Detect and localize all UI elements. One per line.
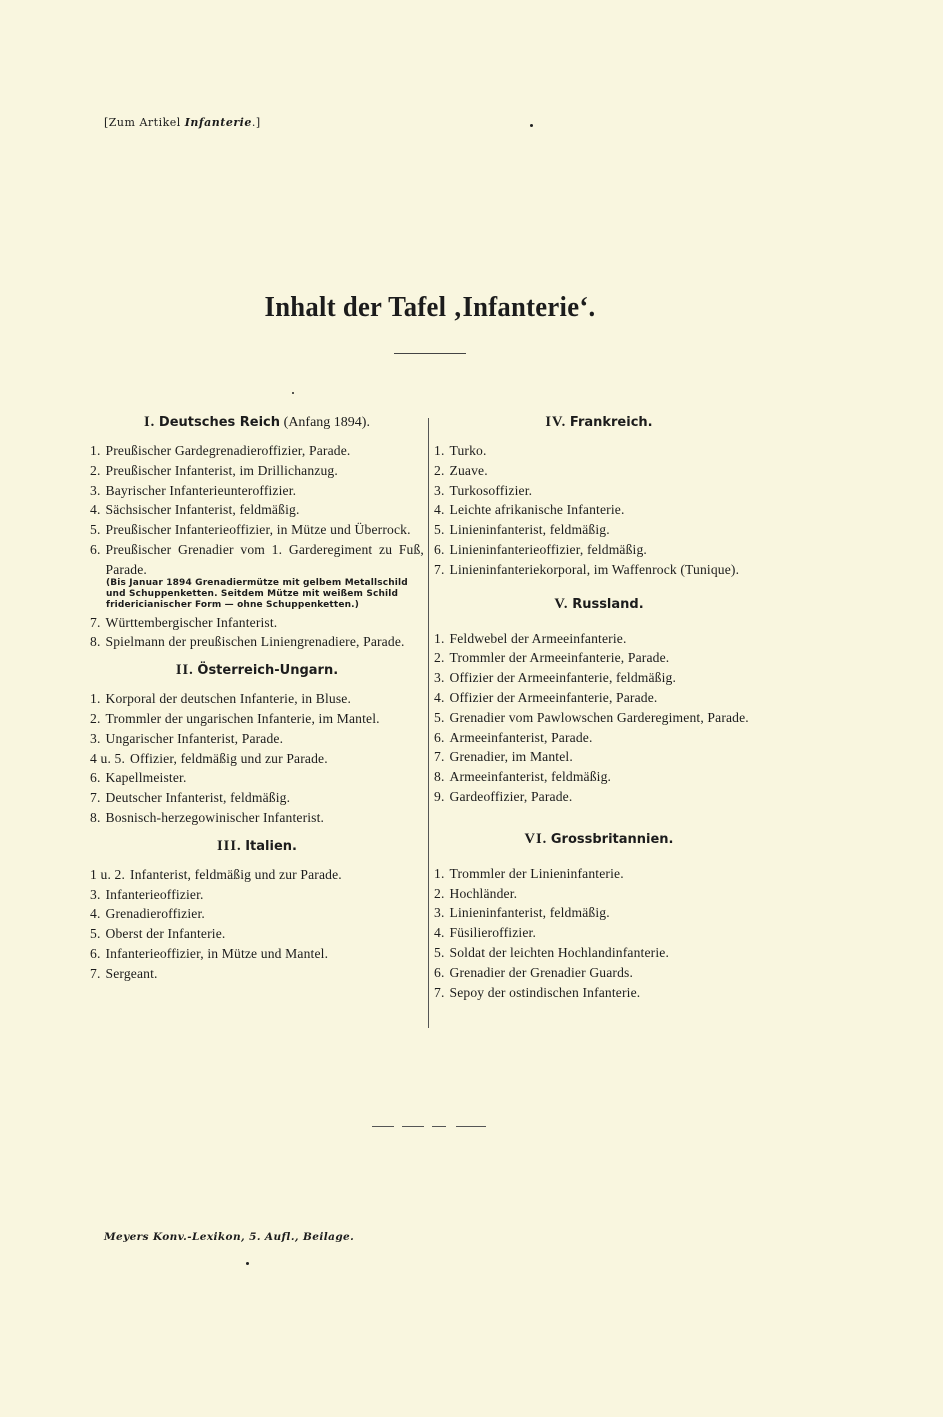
section-title-frankreich (434, 412, 764, 433)
list-item: 2. Zuave. (434, 462, 488, 478)
list-item: 1. Preußischer Gardegrenadieroffizier, Parade. (90, 443, 351, 458)
list-item: 2. Preußischer Infanterist, im Drillichanzug. (90, 462, 338, 478)
list-item: 7. Linieninfanteriekorporal, im Waffenrock (Tunique). (434, 561, 740, 577)
right-column (434, 412, 764, 1002)
list-deutsches-reich (90, 441, 424, 652)
list-item: 2. Trommler der ungarischen Infanterie, im Mantel. (90, 710, 380, 726)
section-title-oesterreich-ungarn (90, 660, 424, 681)
section-number: IV. (545, 414, 567, 430)
list-item: 9. Gardeoffizier, Parade. (434, 788, 573, 804)
print-speck (246, 1262, 249, 1265)
closing-rule-segment (402, 1126, 424, 1127)
section-number: V. (554, 595, 569, 612)
footnote: (Bis Januar 1894 Grenadiermütze mit gelbem Metallschild und Schuppenketten. Seitdem Mütze mit weißem Schild fridericianischer Form — ohne Schuppenketten.) (106, 577, 408, 610)
list-item: 3. Infanterieoffizier. (90, 886, 204, 902)
list-item: 4 u. 5. Offizier, feldmäßig und zur Parade. (90, 750, 328, 766)
column-divider (428, 418, 429, 1028)
list-item: 4. Grenadieroffizier. (90, 906, 205, 922)
list-item: 2. Trommler der Armeeinfanterie, Parade. (434, 650, 670, 666)
list-item: 3. Ungarischer Infanterist, Parade. (90, 730, 284, 746)
page-title: Inhalt der Tafel ‚Infanterie‘. (264, 291, 596, 324)
list-item: 7. Sepoy der ostindischen Infanterie. (434, 984, 641, 1000)
closing-rule-segment (432, 1126, 446, 1127)
section-title-italien (90, 836, 424, 857)
list-item: 6. Grenadier der Grenadier Guards. (434, 964, 634, 980)
list-item: 5. Preußischer Infanterieoffizier, in Mütze und Überrock. (90, 522, 411, 538)
list-item: 8. Bosnisch-herzegowinischer Infanterist. (90, 809, 325, 825)
list-oesterreich-ungarn (90, 689, 424, 828)
list-item: 7. Grenadier, im Mantel. (434, 749, 573, 765)
list-item: 1 u. 2. Infanterist, feldmäßig und zur Parade. (90, 866, 342, 882)
publication-footer: Meyers Konv.-Lexikon, 5. Aufl., Beilage. (104, 1231, 355, 1243)
closing-rule-segment (456, 1126, 486, 1127)
article-reference (104, 116, 261, 129)
list-item: 6. Linieninfanterieoffizier, feldmäßig. (434, 541, 647, 557)
section-name: Österreich-Ungarn. (197, 663, 339, 679)
list-grossbritannien (434, 864, 764, 1003)
list-item: 6. Preußischer Grenadier vom 1. Garderegiment zu Fuß, Parade. (90, 541, 424, 577)
section-title-grossbritannien (434, 829, 764, 850)
section-name: Italien. (245, 838, 297, 854)
list-item: 4. Füsilieroffizier. (434, 925, 536, 941)
section-name: Russland. (572, 596, 644, 612)
list-item: 4. Offizier der Armeeinfanterie, Parade. (434, 689, 658, 705)
list-item: 6. Infanterieoffizier, in Mütze und Mantel. (90, 945, 329, 961)
list-item: 8. Armeeinfanterist, feldmäßig. (434, 769, 612, 785)
list-item: 6. Kapellmeister. (90, 770, 187, 786)
list-item: 1. Trommler der Linieninfanterie. (434, 865, 624, 881)
list-item: 4. Sächsischer Infanterist, feldmäßig. (90, 502, 300, 518)
list-item: 5. Grenadier vom Pawlowschen Garderegiment, Parade. (434, 709, 749, 725)
list-russland (434, 629, 764, 807)
list-item: 4. Leichte afrikanische Infanterie. (434, 502, 625, 518)
list-item: 7. Deutscher Infanterist, feldmäßig. (90, 790, 291, 806)
section-number: III. (217, 837, 242, 854)
list-item: 5. Oberst der Infanterie. (90, 926, 226, 942)
list-frankreich (434, 441, 764, 580)
article-reference-prefix: [Zum Artikel (104, 116, 181, 129)
section-subtitle: (Anfang 1894). (283, 415, 370, 430)
section-name: Deutsches Reich (158, 415, 281, 430)
list-item: 3. Offizier der Armeeinfanterie, feldmäßig. (434, 670, 677, 686)
article-reference-name: Infanterie (184, 116, 252, 129)
section-title-russland (434, 594, 764, 615)
list-italien (90, 865, 424, 984)
list-item: 5. Soldat der leichten Hochlandinfanterie. (434, 944, 669, 960)
section-number: I. (144, 414, 156, 430)
list-item: 3. Bayrischer Infanterieunteroffizier. (90, 482, 297, 498)
list-item: 6. Armeeinfanterist, Parade. (434, 729, 593, 745)
article-reference-suffix: .] (251, 116, 261, 129)
list-item: 3. Turkosoffizier. (434, 482, 533, 498)
print-speck (292, 392, 294, 394)
closing-rule-segment (372, 1126, 394, 1127)
section-title-deutsches-reich (90, 412, 424, 433)
list-item: 5. Linieninfanterist, feldmäßig. (434, 522, 610, 538)
list-item: 7. Sergeant. (90, 965, 158, 981)
list-item: 1. Turko. (434, 443, 487, 458)
list-item: 1. Feldwebel der Armeeinfanterie. (434, 630, 627, 646)
print-speck (530, 124, 533, 127)
section-number: VI. (524, 830, 548, 847)
list-item-note (90, 577, 424, 613)
section-name: Grossbritannien. (550, 831, 674, 847)
list-item: 7. Württembergischer Infanterist. (90, 614, 278, 630)
section-number: II. (175, 662, 194, 679)
list-item: 1. Korporal der deutschen Infanterie, in Bluse. (90, 691, 352, 707)
list-item: 2. Hochländer. (434, 885, 518, 901)
left-column (90, 412, 424, 984)
section-name: Frankreich. (569, 415, 653, 430)
list-item: 8. Spielmann der preußischen Liniengrenadiere, Parade. (90, 634, 405, 650)
title-rule (394, 353, 466, 354)
list-item: 3. Linieninfanterist, feldmäßig. (434, 905, 610, 921)
